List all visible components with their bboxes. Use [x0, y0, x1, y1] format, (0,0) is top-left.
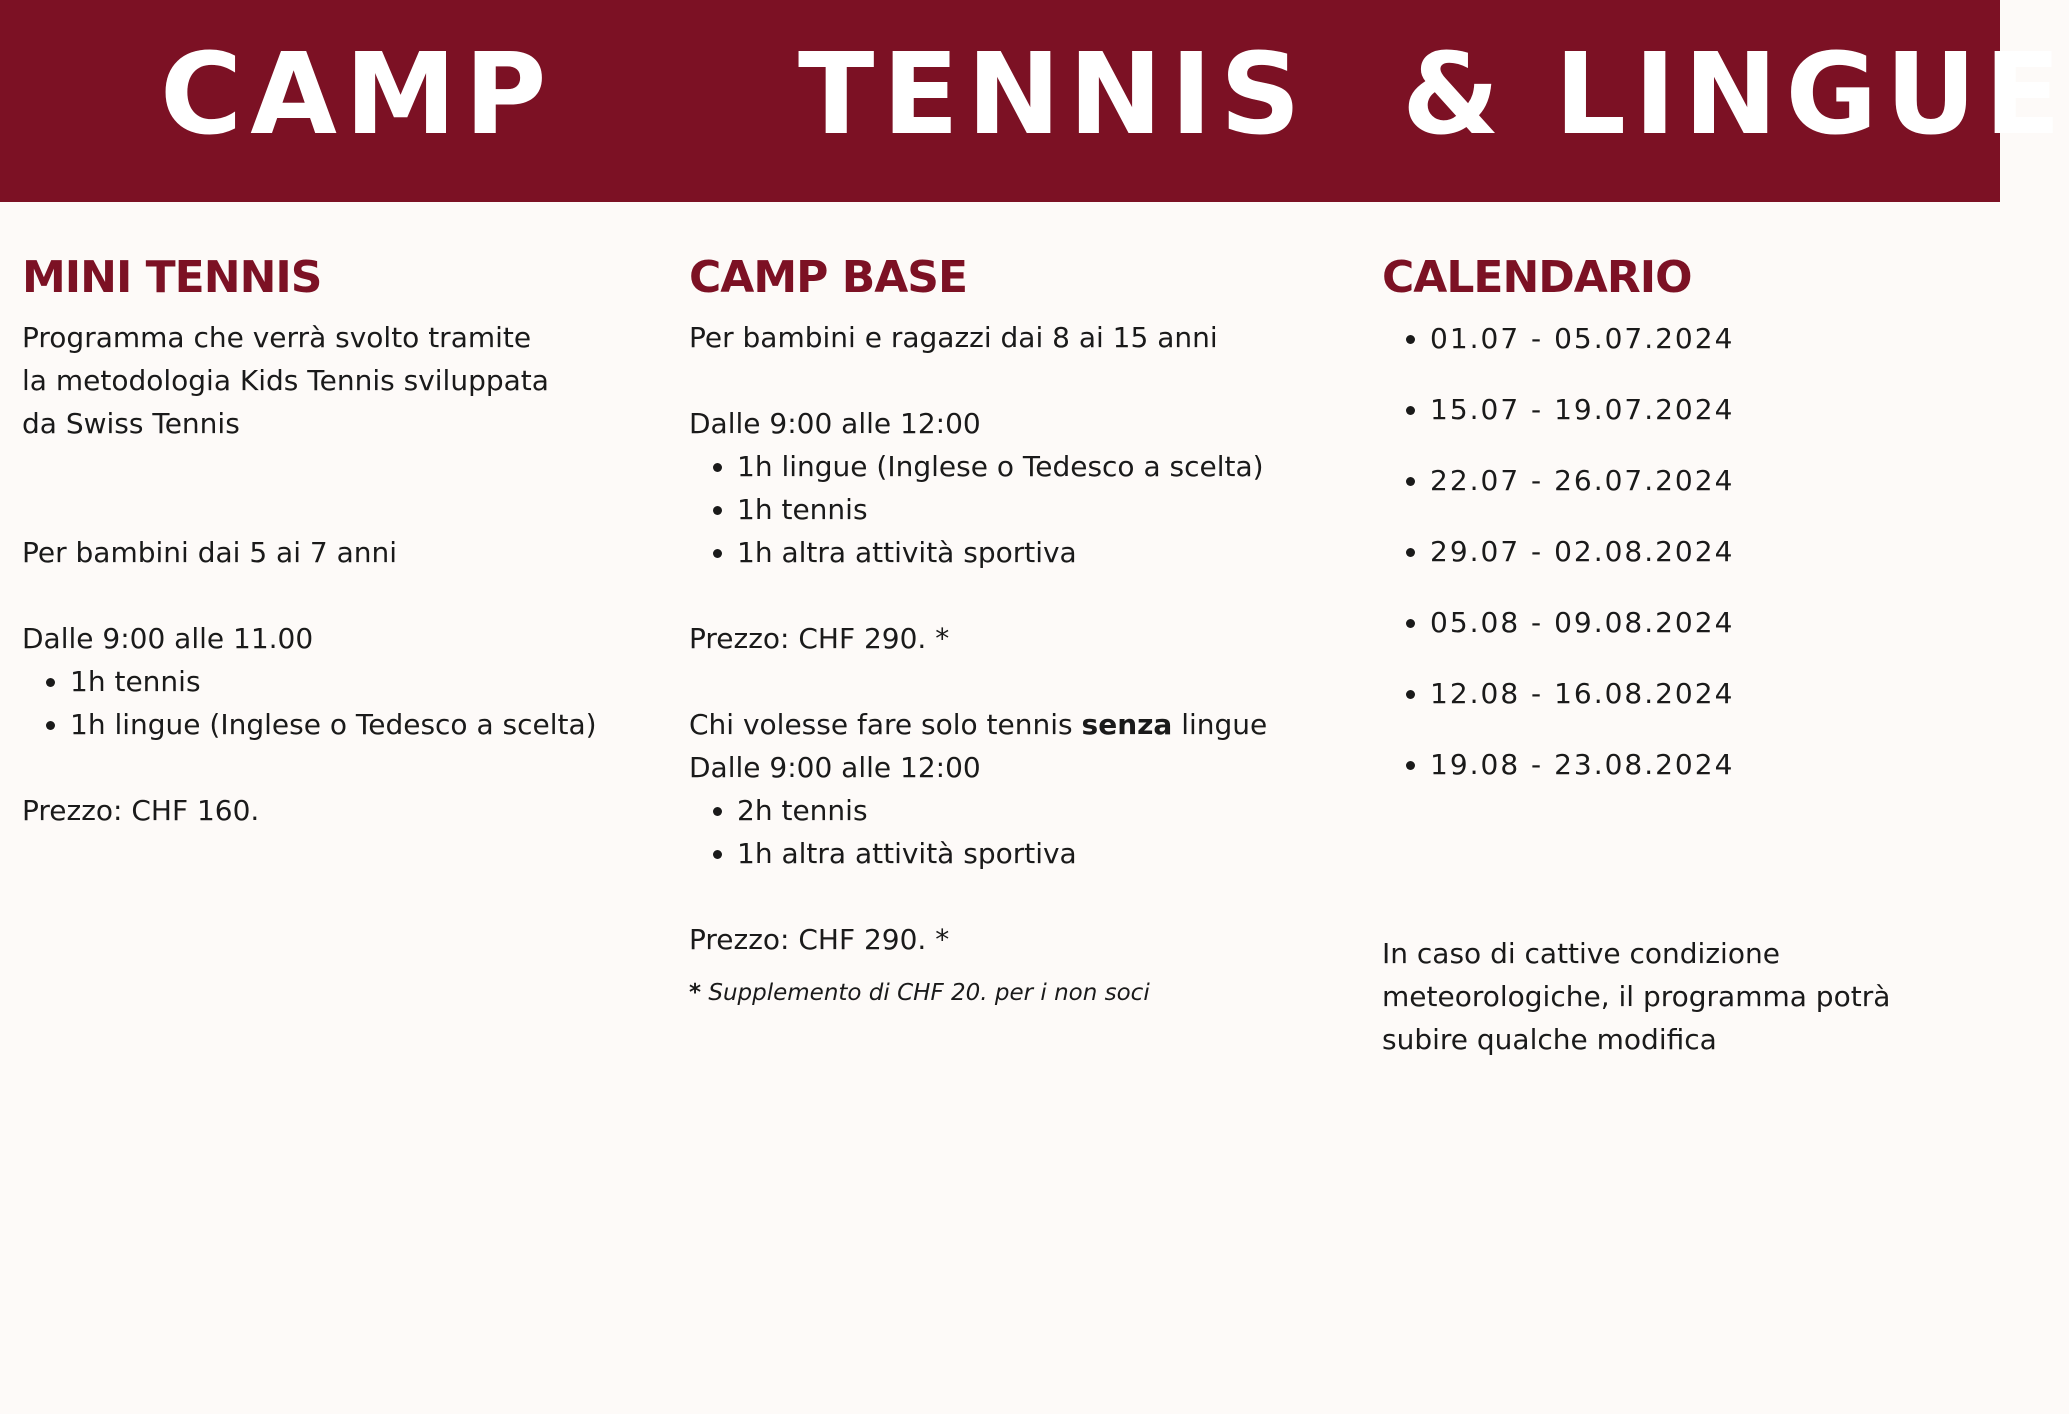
base-tennis-only-pre: Chi volesse fare solo tennis [689, 708, 1082, 741]
calendar-date: • 22.07 - 26.07.2024 [1430, 458, 1982, 529]
base-time-2: Dalle 9:00 alle 12:00 [689, 751, 981, 784]
base-time-1: Dalle 9:00 alle 12:00 [689, 407, 981, 440]
mini-price: Prezzo: CHF 160. [22, 794, 260, 827]
calendar-date: • 15.07 - 19.07.2024 [1430, 387, 1982, 458]
calendar-title: CALENDARIO [1382, 252, 1692, 303]
list-item: • 1h lingue (Inglese o Tedesco a scelta) [737, 445, 1349, 488]
list-item: • 1h altra attività sportiva [737, 531, 1349, 574]
base-age: Per bambini e ragazzi dai 8 ai 15 anni [689, 321, 1218, 354]
calendar-dates-list [1382, 316, 1982, 813]
mini-intro-line-3: da Swiss Tennis [22, 407, 240, 440]
base-tennis-only-bold: senza [1081, 708, 1173, 741]
calendar-date: • 12.08 - 16.08.2024 [1430, 671, 1982, 742]
mini-tennis-column [22, 250, 662, 832]
weather-line-2: meteorologiche, il programma potrà [1382, 980, 1891, 1013]
mini-intro-line-1: Programma che verrà svolto tramite [22, 321, 532, 354]
weather-line-1: In caso di cattive condizione [1382, 937, 1780, 970]
base-price-1: Prezzo: CHF 290. * [689, 622, 950, 655]
mini-age: Per bambini dai 5 ai 7 anni [22, 536, 398, 569]
base-tennis-only-post: lingue [1172, 708, 1268, 741]
weather-notice [1382, 932, 1982, 1061]
camp-base-title: CAMP BASE [689, 252, 968, 303]
list-item: • 1h tennis [737, 488, 1349, 531]
base-price-2: Prezzo: CHF 290. * [689, 923, 950, 956]
calendar-date: • 29.07 - 02.08.2024 [1430, 529, 1982, 600]
calendar-date: • 05.08 - 09.08.2024 [1430, 600, 1982, 671]
list-item: • 1h tennis [70, 660, 662, 703]
header-banner [0, 0, 2069, 202]
base-activities-list-1 [689, 445, 1349, 574]
mini-time: Dalle 9:00 alle 11.00 [22, 622, 314, 655]
mini-activities-list [22, 660, 662, 746]
mini-intro-line-2: la metodologia Kids Tennis sviluppata [22, 364, 549, 397]
mini-tennis-title: MINI TENNIS [22, 252, 322, 303]
calendar-date: • 01.07 - 05.07.2024 [1430, 316, 1982, 387]
camp-base-column [689, 250, 1349, 1013]
supplement-note [689, 973, 1349, 1013]
base-tennis-only-line [689, 703, 1349, 746]
calendar-column [1382, 250, 1982, 813]
calendar-date: • 19.08 - 23.08.2024 [1430, 742, 1982, 813]
list-item: • 2h tennis [737, 789, 1349, 832]
banner-word-camp: CAMP [160, 30, 555, 160]
base-activities-list-2 [689, 789, 1349, 875]
banner-word-lingue: & LINGUE [1402, 30, 2069, 160]
banner-word-tennis: TENNIS [798, 30, 1309, 160]
note-asterisk: * [689, 980, 702, 1006]
list-item: • 1h lingue (Inglese o Tedesco a scelta) [70, 703, 662, 746]
list-item: • 1h altra attività sportiva [737, 832, 1349, 875]
note-text: Supplemento di CHF 20. per i non soci [701, 980, 1150, 1006]
weather-line-3: subire qualche modifica [1382, 1023, 1717, 1056]
